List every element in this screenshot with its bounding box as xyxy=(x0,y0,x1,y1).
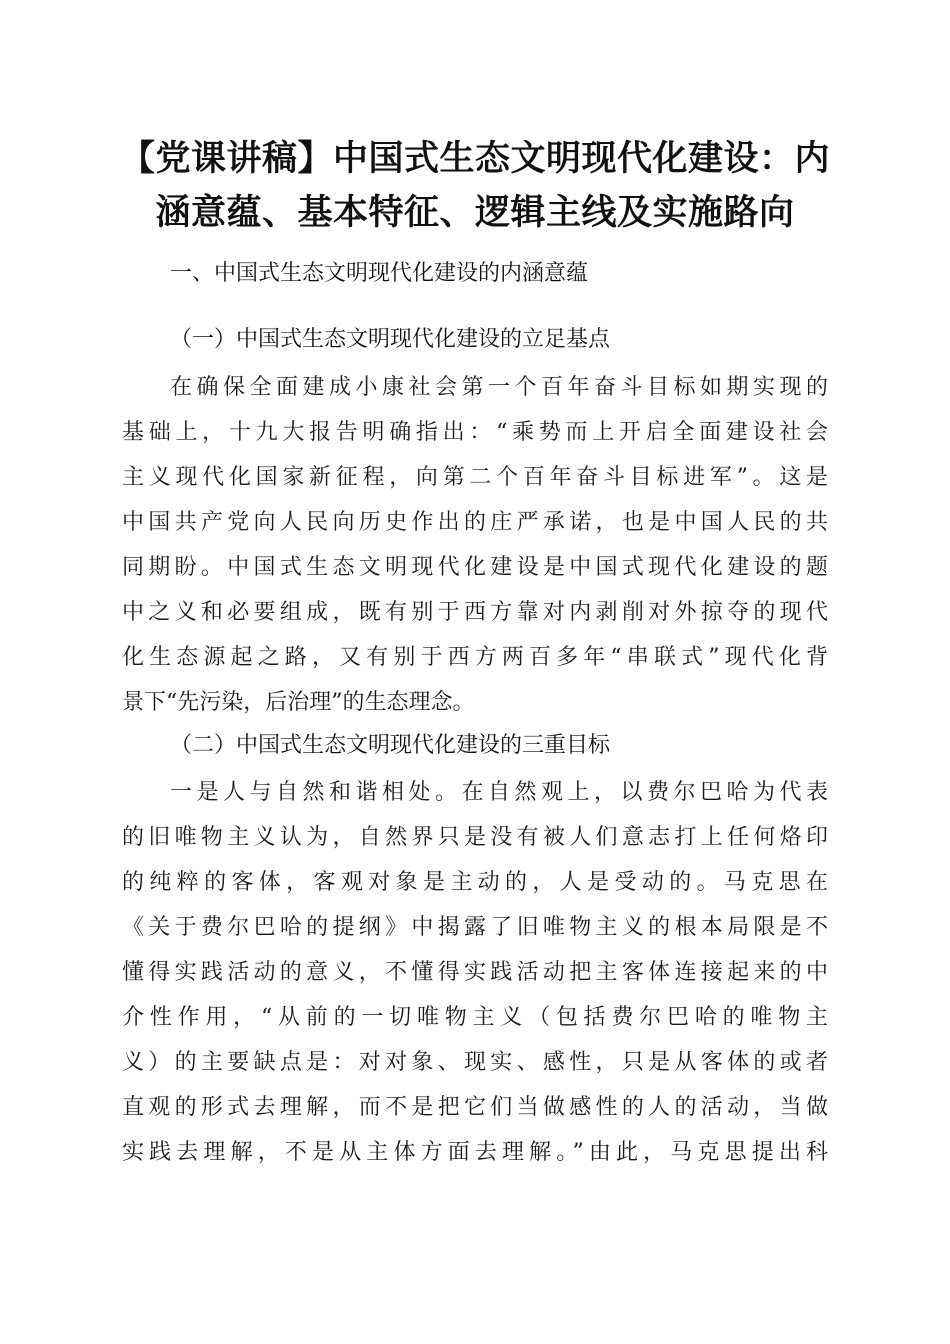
paragraph-line-first xyxy=(122,770,828,815)
paragraph-line: 基础上，十九大报告明确指出：“乘势而上开启全面建设社会 xyxy=(122,420,828,445)
subsection-heading-1: （一）中国式生态文明现代化建设的立足基点 xyxy=(170,327,611,352)
paragraph-foundation xyxy=(122,365,828,725)
paragraph-line: 懂得实践活动的意义，不懂得实践活动把主客体连接起来的中 xyxy=(122,960,828,985)
paragraph-line: 化生态源起之路，又有别于西方两百多年“串联式”现代化背 xyxy=(122,645,828,670)
paragraph-line: 直观的形式去理解，而不是把它们当做感性的人的活动，当做 xyxy=(122,1095,828,1120)
paragraph-line: 同期盼。中国式生态文明现代化建设是中国式现代化建设的题 xyxy=(122,555,828,580)
paragraph-line: 主义现代化国家新征程，向第二个百年奋斗目标进军”。这是 xyxy=(122,465,828,490)
title-line-2: 涵意蕴、基本特征、逻辑主线及实施路向 xyxy=(155,192,795,233)
paragraph-line: 实践去理解，不是从主体方面去理解。”由此，马克思提出科 xyxy=(122,1140,828,1165)
paragraph-first-line-rest: 在自然观上，以费尔巴哈为代表 xyxy=(461,780,828,805)
paragraph-goals xyxy=(122,770,828,1175)
paragraph-line: 介性作用，“从前的一切唯物主义（包括费尔巴哈的唯物主 xyxy=(122,1005,828,1030)
paragraph-line: 在确保全面建成小康社会第一个百年奋斗目标如期实现的 xyxy=(170,375,828,400)
paragraph-line: 义）的主要缺点是：对对象、现实、感性，只是从客体的或者 xyxy=(122,1050,828,1075)
paragraph-line: 景下“先污染，后治理”的生态理念。 xyxy=(122,690,475,715)
paragraph-line: 的旧唯物主义认为，自然界只是没有被人们意志打上任何烙印 xyxy=(122,825,828,850)
paragraph-line: 中之义和必要组成，既有别于西方靠对内剥削对外掠夺的现代 xyxy=(122,600,828,625)
section-heading-1: 一、中国式生态文明现代化建设的内涵意蕴 xyxy=(170,261,589,286)
subsection-heading-2: （二）中国式生态文明现代化建设的三重目标 xyxy=(170,733,611,758)
title-line-1: 【党课讲稿】中国式生态文明现代化建设：内 xyxy=(119,138,830,179)
paragraph-line: 中国共产党向人民向历史作出的庄严承诺，也是中国人民的共 xyxy=(122,510,828,535)
paragraph-line: 的纯粹的客体，客观对象是主动的，人是受动的。马克思在 xyxy=(122,870,828,895)
paragraph-line: 《关于费尔巴哈的提纲》中揭露了旧唯物主义的根本局限是不 xyxy=(122,915,828,940)
paragraph-lead-phrase: 一是人与自然和谐相处。 xyxy=(170,780,462,805)
document-title xyxy=(100,132,850,240)
